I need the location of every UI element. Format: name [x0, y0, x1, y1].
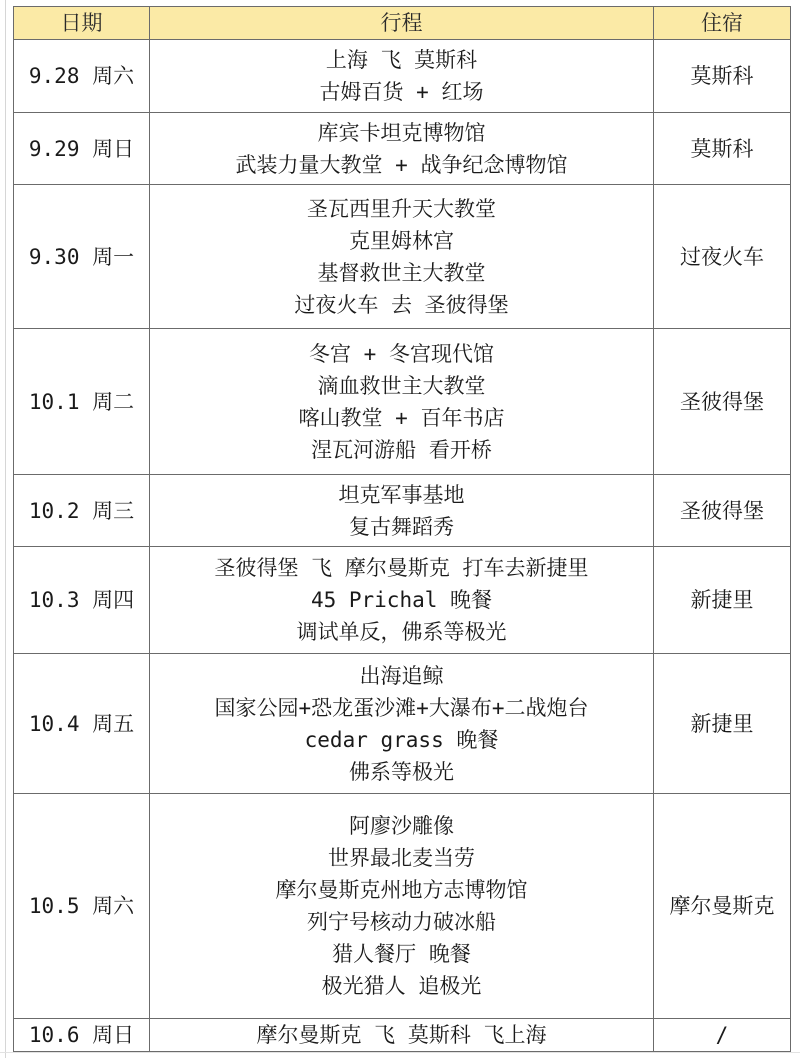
stay-cell[interactable]: 新捷里	[654, 654, 791, 794]
date-cell[interactable]: 10.4 周五	[14, 654, 150, 794]
plan-line: 涅瓦河游船 看开桥	[311, 437, 492, 462]
stay-cell[interactable]: 过夜火车	[654, 185, 791, 329]
itinerary-table	[13, 6, 791, 1052]
table-row	[14, 654, 791, 794]
table-row	[14, 40, 791, 113]
gridline	[5, 0, 6, 1058]
plan-line: 复古舞蹈秀	[349, 514, 454, 539]
date-cell[interactable]: 10.6 周日	[14, 1019, 150, 1052]
plan-cell[interactable]	[150, 794, 654, 1019]
table-row	[14, 547, 791, 654]
date-cell[interactable]: 9.29 周日	[14, 113, 150, 185]
plan-cell[interactable]	[150, 475, 654, 547]
plan-line: 基督救世主大教堂	[317, 260, 486, 285]
plan-line: 出海追鲸	[359, 663, 444, 688]
plan-line: 佛系等极光	[349, 759, 454, 784]
plan-line: 摩尔曼斯克州地方志博物馆	[275, 878, 528, 902]
stay-cell[interactable]: 摩尔曼斯克	[654, 794, 791, 1019]
header-date[interactable]: 日期	[14, 7, 150, 40]
plan-line: 摩尔曼斯克 飞 莫斯科 飞上海	[256, 1023, 547, 1047]
header-row	[14, 7, 791, 40]
table-row	[14, 113, 791, 185]
table-row	[14, 185, 791, 329]
plan-line: 克里姆林宫	[349, 228, 454, 253]
plan-line: 滴血救世主大教堂	[317, 373, 486, 398]
plan-line: 列宁号核动力破冰船	[307, 910, 496, 934]
plan-line: 冬宫 + 冬宫现代馆	[309, 341, 494, 366]
plan-line: 圣彼得堡 飞 摩尔曼斯克 打车去新捷里	[214, 556, 589, 580]
header-plan[interactable]: 行程	[150, 7, 654, 40]
plan-line: 调试单反，佛系等极光	[296, 620, 507, 644]
stay-cell[interactable]: 圣彼得堡	[654, 475, 791, 547]
plan-line: 猎人餐厅 晚餐	[332, 942, 471, 966]
plan-line: 极光猎人 追极光	[321, 974, 482, 998]
date-cell[interactable]: 10.2 周三	[14, 475, 150, 547]
stay-cell[interactable]: 莫斯科	[654, 40, 791, 113]
plan-line: 45 Prichal 晚餐	[310, 588, 493, 612]
plan-cell[interactable]	[150, 185, 654, 329]
header-stay[interactable]: 住宿	[654, 7, 791, 40]
plan-line: 上海 飞 莫斯科	[325, 48, 478, 72]
plan-line: 库宾卡坦克博物馆	[317, 120, 486, 145]
date-cell[interactable]: 10.3 周四	[14, 547, 150, 654]
plan-line: 喀山教堂 + 百年书店	[298, 405, 505, 430]
date-cell[interactable]: 9.28 周六	[14, 40, 150, 113]
table-row	[14, 329, 791, 475]
date-cell[interactable]: 9.30 周一	[14, 185, 150, 329]
plan-cell[interactable]	[150, 547, 654, 654]
stay-cell[interactable]: /	[654, 1019, 791, 1052]
table-row	[14, 1019, 791, 1052]
plan-line: 过夜火车 去 圣彼得堡	[294, 292, 509, 317]
plan-cell[interactable]	[150, 113, 654, 185]
plan-line: 圣瓦西里升天大教堂	[307, 196, 496, 221]
table-row	[14, 475, 791, 547]
plan-line: cedar grass 晚餐	[304, 727, 499, 752]
stay-cell[interactable]: 莫斯科	[654, 113, 791, 185]
plan-line: 古姆百货 + 红场	[319, 80, 484, 104]
plan-line: 坦克军事基地	[338, 482, 465, 507]
plan-line: 世界最北麦当劳	[328, 846, 475, 870]
stay-cell[interactable]: 新捷里	[654, 547, 791, 654]
plan-line: 国家公园+恐龙蛋沙滩+大瀑布+二战炮台	[214, 695, 589, 720]
date-cell[interactable]: 10.1 周二	[14, 329, 150, 475]
stay-cell[interactable]: 圣彼得堡	[654, 329, 791, 475]
date-cell[interactable]: 10.5 周六	[14, 794, 150, 1019]
plan-cell[interactable]	[150, 654, 654, 794]
table-row	[14, 794, 791, 1019]
plan-line: 阿廖沙雕像	[349, 814, 454, 838]
plan-cell[interactable]	[150, 329, 654, 475]
plan-cell[interactable]	[150, 1019, 654, 1052]
plan-cell[interactable]	[150, 40, 654, 113]
gridline	[0, 1052, 800, 1053]
plan-line: 武装力量大教堂 + 战争纪念博物馆	[235, 152, 568, 177]
